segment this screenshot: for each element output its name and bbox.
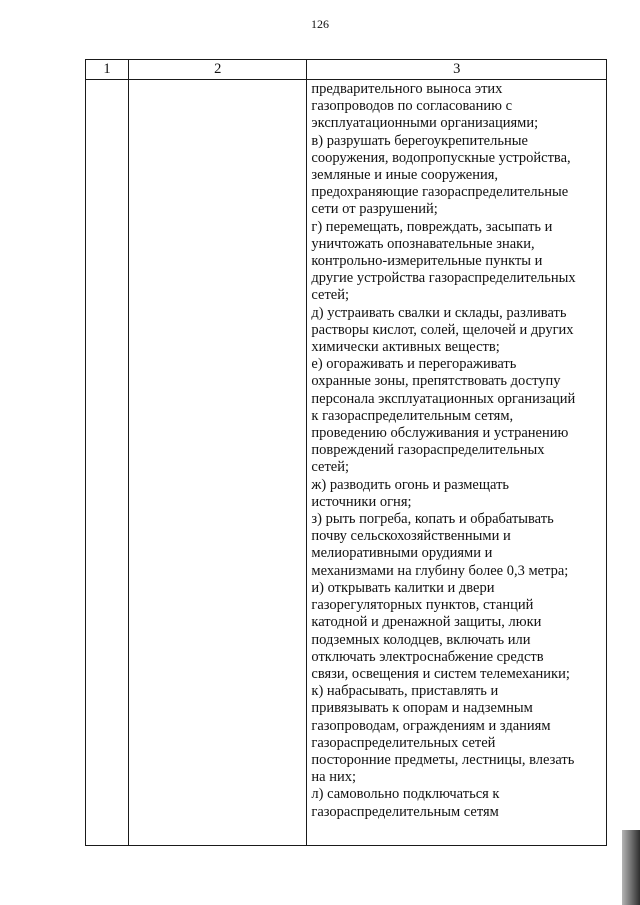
clause-line: г) перемещать, повреждать, засыпать и <box>311 218 553 235</box>
clause-line: к газораспределительным сетям, <box>311 407 514 424</box>
clause-line: проведению обслуживания и устранению <box>311 425 569 442</box>
clause-line: предварительного выноса этих <box>311 81 503 97</box>
clause-line: другие устройства газораспределительных <box>311 270 576 287</box>
document-table <box>85 59 607 846</box>
clause-line: мелиоративными орудиями и <box>311 545 493 562</box>
clause-line: растворы кислот, солей, щелочей и других <box>311 321 574 338</box>
clause-line: и) открывать калитки и двери <box>311 579 495 596</box>
clause-text-block <box>307 80 606 821</box>
body-col-1 <box>86 80 129 846</box>
clause-line: сетей; <box>311 287 350 304</box>
table-header-row <box>86 60 607 80</box>
clause-line: газораспределительным сетям <box>311 803 499 820</box>
header-col-3: 3 <box>307 60 607 80</box>
clause-line: в) разрушать берегоукрепительные <box>311 132 528 149</box>
clause-line: уничтожать опознавательные знаки, <box>311 235 535 252</box>
clause-line: персонала эксплуатационных организаций <box>311 390 576 407</box>
clause-line: механизмами на глубину более 0,3 метра; <box>311 562 569 579</box>
scan-edge-shadow <box>622 830 640 905</box>
clause-line: сооружения, водопропускные устройства, <box>311 149 571 166</box>
clause-line: отключать электроснабжение средств <box>311 648 544 665</box>
clause-line: контрольно-измерительные пункты и <box>311 253 543 270</box>
clause-line: е) огораживать и перегораживать <box>311 356 517 373</box>
clause-line: з) рыть погреба, копать и обрабатывать <box>311 511 554 528</box>
clause-line: посторонние предметы, лестницы, влезать <box>311 751 575 768</box>
clause-line: источники огня; <box>311 493 412 510</box>
clause-line: газораспределительных сетей <box>311 734 496 751</box>
header-col-2: 2 <box>129 60 307 80</box>
clause-line: эксплуатационными организациями; <box>311 115 539 132</box>
clause-line: связи, освещения и систем телемеханики; <box>311 665 570 682</box>
clause-line: газопроводов по согласованию с <box>311 98 513 115</box>
clause-line: сети от разрушений; <box>311 201 438 218</box>
clause-line: д) устраивать свалки и склады, разливать <box>311 304 567 321</box>
table-body-row <box>86 80 607 846</box>
clause-line: ж) разводить огонь и размещать <box>311 476 510 493</box>
clause-line: повреждений газораспределительных <box>311 442 545 459</box>
body-col-2 <box>129 80 307 846</box>
clause-line: охранные зоны, препятствовать доступу <box>311 373 561 390</box>
clause-line: земляные и иные сооружения, <box>311 167 499 184</box>
clause-line: предохраняющие газораспределительные <box>311 184 569 201</box>
header-col-1: 1 <box>86 60 129 80</box>
clause-line: привязывать к опорам и надземным <box>311 700 533 717</box>
page-number: 126 <box>311 17 329 31</box>
clause-line: л) самовольно подключаться к <box>311 786 500 803</box>
clause-line: подземных колодцев, включать или <box>311 631 531 648</box>
clause-line: газопроводам, ограждениям и зданиям <box>311 717 551 734</box>
clause-line: газорегуляторных пунктов, станций <box>311 597 534 614</box>
clause-line: на них; <box>311 769 357 786</box>
clause-line: катодной и дренажной защиты, люки <box>311 614 542 631</box>
clause-line: к) набрасывать, приставлять и <box>311 683 499 700</box>
body-col-3 <box>307 80 607 846</box>
clause-line: почву сельскохозяйственными и <box>311 528 511 545</box>
clause-line: химически активных веществ; <box>311 339 500 356</box>
clause-line: сетей; <box>311 459 350 476</box>
